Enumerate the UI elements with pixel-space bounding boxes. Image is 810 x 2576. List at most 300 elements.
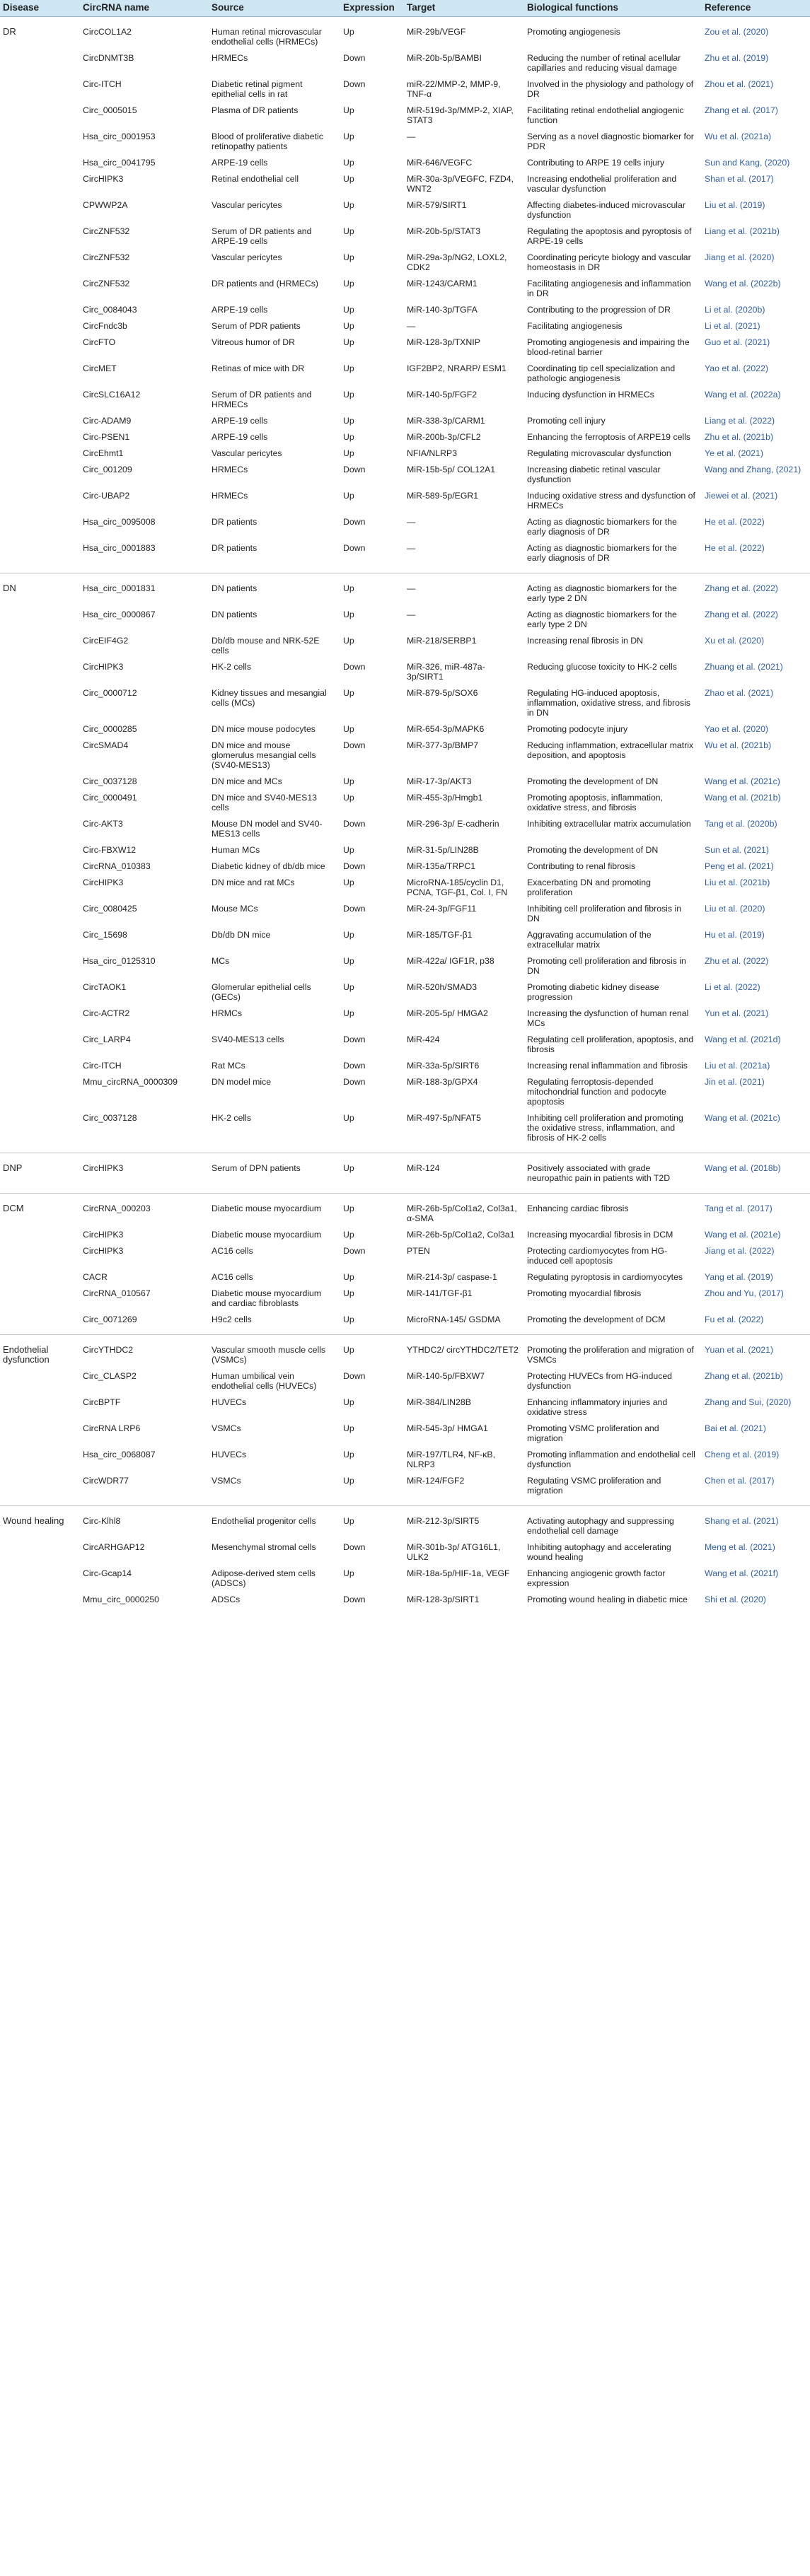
target-cell: MicroRNA-185/cyclin D1, PCNA, TGF-β1, Col. I, FN [407,878,508,897]
table-row [0,843,810,859]
circrna-name-cell: CircSLC16A12 [83,390,141,400]
table-row [0,172,810,198]
expression-cell: Up [343,956,354,966]
source-cell: Endothelial progenitor cells [209,1506,340,1541]
reference-cell[interactable]: Wang et al. (2018b) [702,1153,810,1194]
source-cell: Rat MCs [212,1061,245,1071]
source-cell: ADSCs [212,1595,241,1604]
target-cell: — [407,321,416,331]
expression-cell: Down [343,79,366,89]
reference-cell[interactable]: Zhu et al. (2021b) [705,432,774,442]
source-cell: DN mice and SV40-MES13 cells [212,793,317,812]
source-cell: HRMECs [212,491,248,501]
reference-cell[interactable]: Yang et al. (2019) [705,1272,773,1282]
biological-functions-cell: Contributing to renal fibrosis [527,861,636,871]
biological-functions-cell: Coordinating pericyte biology and vascular homeostasis in DR [527,252,691,272]
table-row [0,1075,810,1111]
table-row [0,1194,810,1228]
source-cell: Vascular pericytes [212,200,282,210]
reference-cell[interactable]: Zou et al. (2020) [702,17,810,52]
reference-cell[interactable]: Zhang et al. (2017) [705,105,778,115]
biological-functions-cell: Acting as diagnostic biomarkers for the early diagnosis of DR [527,543,677,563]
disease-cell [0,1006,80,1032]
biological-functions-cell: Enhancing inflammatory injuries and oxidative stress [527,1397,668,1417]
reference-cell[interactable]: Zhu et al. (2019) [705,53,769,63]
target-cell: miR-22/MMP-2, MMP-9, TNF-α [407,79,501,99]
reference-cell[interactable]: Xu et al. (2020) [705,636,765,646]
reference-cell[interactable]: Tang et al. (2017) [702,1194,810,1228]
disease-cell [0,462,80,489]
table-row [0,634,810,660]
reference-cell[interactable]: Shi et al. (2020) [705,1595,766,1604]
reference-cell[interactable]: Shang et al. (2021) [702,1506,810,1541]
reference-cell[interactable]: Yun et al. (2021) [705,1008,769,1018]
disease-cell [0,250,80,276]
source-cell: DR patients [212,543,258,553]
circrna-name-cell: Hsa_circ_0068087 [83,1450,156,1459]
table-row [0,1312,810,1335]
disease-cell [0,1369,80,1395]
circrna-name-cell: CircHIPK3 [80,1153,209,1194]
table-row [0,859,810,875]
biological-functions-cell: Acting as diagnostic biomarkers for the early diagnosis of DR [527,517,677,537]
reference-cell[interactable]: Jiang et al. (2020) [705,252,775,262]
circrna-name-cell: Hsa_circ_0001883 [83,543,156,553]
reference-cell[interactable]: Jiang et al. (2022) [705,1246,775,1256]
circrna-name-cell: CircSMAD4 [83,740,129,750]
target-cell: MiR-18a-5p/HIF-1a, VEGF [407,1568,510,1578]
disease-cell [0,1474,80,1506]
biological-functions-cell: Enhancing the ferroptosis of ARPE19 cells [527,432,691,442]
expression-cell: Up [343,321,354,331]
reference-cell[interactable]: Jin et al. (2021) [705,1077,765,1087]
reference-cell[interactable]: Liu et al. (2019) [705,200,765,210]
expression-cell: Up [343,845,354,855]
reference-cell[interactable]: Liang et al. (2021b) [705,226,780,236]
source-cell: SV40-MES13 cells [212,1035,284,1044]
source-cell: Blood of proliferative diabetic retinopathy patients [212,132,323,151]
table-row [0,1059,810,1075]
source-cell: Diabetic mouse myocardium [212,1230,322,1240]
source-cell: ARPE-19 cells [212,416,268,426]
biological-functions-cell: Promoting the development of DN [527,776,659,786]
circrna-name-cell: Hsa_circ_0095008 [83,517,156,527]
expression-cell: Down [343,465,366,474]
reference-cell[interactable]: Wu et al. (2021b) [705,740,772,750]
target-cell: PTEN [407,1246,430,1256]
header-circrna-name: CircRNA name [80,0,209,17]
target-cell: MiR-384/LIN28B [407,1397,471,1407]
circrna-name-cell: Circ_001209 [83,465,132,474]
expression-cell: Up [343,279,354,289]
target-cell: MiR-879-5p/SOX6 [407,688,478,698]
target-cell: MiR-140-5p/FBXW7 [407,1371,485,1381]
reference-cell[interactable]: Peng et al. (2021) [705,861,774,871]
target-cell: MiR-589-5p/EGR1 [407,491,479,501]
expression-cell: Up [343,776,354,786]
expression-cell: Up [343,1230,354,1240]
reference-cell[interactable]: Liu et al. (2021a) [705,1061,770,1071]
source-cell: DN mice mouse podocytes [212,724,316,734]
biological-functions-cell: Promoting podocyte injury [527,724,628,734]
expression-cell: Down [343,1595,366,1604]
biological-functions-cell: Promoting angiogenesis and impairing the blood-retinal barrier [527,337,690,357]
reference-cell[interactable]: Li et al. (2020b) [705,305,765,315]
disease-cell [0,817,80,843]
circrna-name-cell: Hsa_circ_0001831 [80,573,209,608]
table-row [0,1540,810,1566]
source-cell: Db/db mouse and NRK-52E cells [212,636,320,655]
target-cell: MiR-29b/VEGF [404,17,524,52]
disease-cell [0,722,80,738]
table-row [0,414,810,430]
reference-cell[interactable]: Sun and Kang, (2020) [705,158,790,168]
biological-functions-cell: Inhibiting extracellular matrix accumulation [527,819,691,829]
reference-cell[interactable]: Tang et al. (2020b) [705,819,777,829]
table-row [0,686,810,722]
reference-cell[interactable]: Zhou and Yu, (2017) [705,1288,784,1298]
target-cell: MiR-646/VEGFC [407,158,473,168]
expression-cell: Down [343,904,366,914]
source-cell: Mouse DN model and SV40-MES13 cells [212,819,323,839]
target-cell: — [404,573,524,608]
reference-cell[interactable]: Wang et al. (2021c) [705,1113,780,1123]
expression-cell: Up [343,363,354,373]
disease-cell [0,1059,80,1075]
expression-cell: Down [343,543,366,553]
source-cell: Adipose-derived stem cells (ADSCs) [212,1568,316,1588]
table-row [0,1335,810,1370]
source-cell: AC16 cells [212,1272,253,1282]
table-row [0,515,810,541]
expression-cell: Up [343,793,354,803]
reference-cell[interactable]: Wang et al. (2021e) [705,1230,781,1240]
table-row [0,156,810,172]
expression-cell: Up [343,1272,354,1282]
table-row [0,319,810,335]
reference-cell[interactable]: Yao et al. (2022) [705,363,769,373]
disease-cell [0,1111,80,1153]
biological-functions-cell: Contributing to ARPE 19 cells injury [527,158,665,168]
biological-functions-cell: Inhibiting cell proliferation and fibrosis in DN [527,904,682,923]
disease-cell [0,902,80,928]
circrna-name-cell: Circ-Gcap14 [83,1568,132,1578]
target-cell: MiR-214-3p/ caspase-1 [407,1272,497,1282]
circrna-name-cell: Hsa_circ_0125310 [83,956,156,966]
biological-functions-cell: Facilitating retinal endothelial angiogenic function [527,105,684,125]
table-row [0,875,810,902]
reference-cell[interactable]: Liu et al. (2020) [705,904,765,914]
reference-cell[interactable]: Zhang and Sui, (2020) [705,1397,792,1407]
source-cell: Mesenchymal stromal cells [212,1542,316,1552]
table-row [0,1111,810,1153]
target-cell: — [407,610,416,619]
table-row [0,489,810,515]
target-cell: — [407,543,416,553]
disease-cell [0,446,80,462]
disease-cell [0,1566,80,1592]
circrna-name-cell: Mmu_circ_0000250 [83,1595,160,1604]
disease-cell [0,335,80,361]
reference-cell[interactable]: Li et al. (2021) [705,321,760,331]
source-cell: HRMCs [212,1008,243,1018]
biological-functions-cell: Exacerbating DN and promoting proliferation [527,878,651,897]
reference-cell[interactable]: Zhang et al. (2022) [702,573,810,608]
expression-cell: Up [343,1008,354,1018]
reference-cell[interactable]: Wang and Zhang, (2021) [705,465,802,474]
biological-functions-cell: Inducing oxidative stress and dysfunction of HRMECs [527,491,695,511]
table-row [0,1395,810,1421]
source-cell: Serum of DR patients and ARPE-19 cells [212,226,312,246]
reference-cell[interactable]: Yuan et al. (2021) [702,1335,810,1370]
target-cell: MiR-15b-5p/ COL12A1 [407,465,496,474]
circrna-name-cell: Circ_0000491 [83,793,137,803]
target-cell: MiR-188-3p/GPX4 [407,1077,478,1087]
expression-cell: Up [343,174,354,184]
biological-functions-cell: Regulating VSMC proliferation and migration [527,1476,661,1496]
disease-cell [0,634,80,660]
reference-cell[interactable]: Wang et al. (2021d) [705,1035,781,1044]
source-cell: DN mice and rat MCs [212,878,295,887]
target-cell: MiR-338-3p/CARM1 [407,416,485,426]
expression-cell: Down [343,1246,366,1256]
disease-cell [0,198,80,224]
reference-cell[interactable]: Liu et al. (2021b) [705,878,770,887]
reference-cell[interactable]: Shan et al. (2017) [705,174,774,184]
target-cell: MiR-218/SERBP1 [407,636,477,646]
disease-cell [0,686,80,722]
header-row [0,0,810,17]
reference-cell[interactable]: Wang et al. (2021f) [705,1568,779,1578]
reference-cell[interactable]: Zhang et al. (2021b) [705,1371,783,1381]
expression-cell: Up [343,1288,354,1298]
target-cell: — [407,132,416,141]
biological-functions-cell: Promoting apoptosis, inflammation, oxidative stress, and fibrosis [527,793,664,812]
disease-cell: DCM [0,1194,80,1228]
circrna-name-cell: Circ-AKT3 [83,819,123,829]
expression-cell: Down [343,740,366,750]
reference-cell[interactable]: Yao et al. (2020) [705,724,769,734]
biological-functions-cell: Increasing renal inflammation and fibrosis [527,1061,688,1071]
biological-functions-cell: Regulating ferroptosis-depended mitochondrial function and podocyte apoptosis [527,1077,666,1107]
expression-cell: Up [343,930,354,940]
reference-cell[interactable]: Fu et al. (2022) [705,1315,764,1324]
biological-functions-cell: Activating autophagy and suppressing endothelial cell damage [524,1506,702,1541]
reference-cell[interactable]: He et al. (2022) [705,517,765,527]
circrna-name-cell: CircEIF4G2 [83,636,129,646]
target-cell: MiR-141/TGF-β1 [407,1288,473,1298]
table-row [0,722,810,738]
table-row [0,430,810,446]
expression-cell: Down [343,1542,366,1552]
biological-functions-cell: Facilitating angiogenesis and inflammation in DR [527,279,691,298]
source-cell: VSMCs [212,1476,241,1486]
reference-cell[interactable]: Wang et al. (2021c) [705,776,780,786]
expression-cell: Up [343,132,354,141]
expression-cell: Down [343,819,366,829]
source-cell: Human umbilical vein endothelial cells (HUVECs) [212,1371,317,1391]
source-cell: Vascular smooth muscle cells (VSMCs) [209,1335,340,1370]
source-cell: Vascular pericytes [212,448,282,458]
source-cell: Db/db DN mice [212,930,271,940]
biological-functions-cell: Promoting the proliferation and migration of VSMCs [524,1335,702,1370]
circrna-name-cell: Mmu_circRNA_0000309 [83,1077,178,1087]
expression-cell: Up [343,1113,354,1123]
reference-cell[interactable]: Zhao et al. (2021) [705,688,774,698]
target-cell: MiR-654-3p/MAPK6 [407,724,485,734]
reference-cell[interactable]: He et al. (2022) [705,543,765,553]
target-cell: MiR-185/TGF-β1 [407,930,473,940]
source-cell: Vitreous humor of DR [212,337,296,347]
expression-cell: Up [343,390,354,400]
target-cell: MiR-124 [404,1153,524,1194]
source-cell: Diabetic retinal pigment epithelial cells in rat [212,79,303,99]
target-cell: MiR-135a/TRPC1 [407,861,476,871]
source-cell: Diabetic mouse myocardium [209,1194,340,1228]
reference-cell[interactable]: Ye et al. (2021) [705,448,763,458]
disease-cell [0,172,80,198]
biological-functions-cell: Acting as diagnostic biomarkers for the early type 2 DN [527,610,677,629]
target-cell: IGF2BP2, NRARP/ ESM1 [407,363,507,373]
reference-cell[interactable]: Zhuang et al. (2021) [705,662,783,672]
reference-cell[interactable]: Cheng et al. (2019) [705,1450,780,1459]
table-row [0,1228,810,1244]
source-cell: HUVECs [212,1397,247,1407]
reference-cell[interactable]: Wu et al. (2021a) [705,132,772,141]
source-cell: VSMCs [212,1423,241,1433]
circrna-name-cell: CircHIPK3 [83,1246,124,1256]
target-cell: MiR-579/SIRT1 [407,200,467,210]
target-cell: YTHDC2/ circYTHDC2/TET2 [404,1335,524,1370]
source-cell: Retinas of mice with DR [212,363,305,373]
biological-functions-cell: Promoting diabetic kidney disease progression [527,982,659,1002]
biological-functions-cell: Regulating microvascular dysfunction [527,448,671,458]
circrna-name-cell: Circ_0080425 [83,904,137,914]
table-row [0,1153,810,1194]
circrna-name-cell: Circ_0037128 [83,776,137,786]
disease-cell [0,1244,80,1270]
disease-cell [0,515,80,541]
reference-cell[interactable]: Guo et al. (2021) [705,337,770,347]
disease-cell [0,774,80,791]
disease-cell [0,414,80,430]
expression-cell: Down [343,662,366,672]
circrna-name-cell: CircZNF532 [83,226,130,236]
table-row [0,660,810,686]
circrna-name-cell: Circ_0005015 [83,105,137,115]
reference-cell[interactable]: Zhu et al. (2022) [705,956,769,966]
header-reference: Reference [702,0,810,17]
circrna-name-cell: Circ_0000712 [83,688,137,698]
source-cell: Vascular pericytes [212,252,282,262]
disease-cell [0,51,80,77]
source-cell: ARPE-19 cells [212,305,268,315]
source-cell: HRMECs [212,465,248,474]
biological-functions-cell: Coordinating tip cell specialization and pathologic angiogenesis [527,363,676,383]
table-row [0,250,810,276]
source-cell: Retinal endothelial cell [212,174,299,184]
circrna-name-cell: Circ-FBXW12 [83,845,137,855]
target-cell: MiR-140-3p/TGFA [407,305,478,315]
expression-cell: Up [343,1315,354,1324]
reference-cell[interactable]: Wang et al. (2022a) [705,390,781,400]
biological-functions-cell: Regulating HG-induced apoptosis, inflammation, oxidative stress, and fibrosis in DN [527,688,691,718]
expression-cell: Up [343,878,354,887]
biological-functions-cell: Inducing dysfunction in HRMECs [527,390,654,400]
target-cell: MiR-128-3p/TXNIP [407,337,480,347]
expression-cell: Up [340,17,404,52]
source-cell: MCs [212,956,230,966]
expression-cell: Up [340,1153,404,1194]
target-cell: MiR-455-3p/Hmgb1 [407,793,483,803]
biological-functions-cell: Promoting inflammation and endothelial cell dysfunction [527,1450,695,1469]
table-row [0,51,810,77]
biological-functions-cell: Increasing renal fibrosis in DN [527,636,644,646]
expression-cell: Up [343,1423,354,1433]
reference-cell[interactable]: Hu et al. (2019) [705,930,765,940]
table-row [0,817,810,843]
biological-functions-cell: Reducing glucose toxicity to HK-2 cells [527,662,677,672]
biological-functions-cell: Regulating the apoptosis and pyroptosis of ARPE-19 cells [527,226,692,246]
source-cell: ARPE-19 cells [212,158,268,168]
disease-cell [0,791,80,817]
expression-cell: Down [343,1061,366,1071]
table-row [0,1592,810,1614]
biological-functions-cell: Involved in the physiology and pathology of DR [527,79,694,99]
disease-cell: DNP [0,1153,80,1194]
source-cell: Mouse MCs [212,904,258,914]
reference-cell[interactable]: Chen et al. (2017) [705,1476,775,1486]
reference-cell[interactable]: Zhang et al. (2022) [705,610,778,619]
target-cell: MiR-205-5p/ HMGA2 [407,1008,488,1018]
reference-cell[interactable]: Li et al. (2022) [705,982,760,992]
circrna-name-cell: Circ-ITCH [83,79,122,89]
source-cell: Glomerular epithelial cells (GECs) [212,982,311,1002]
expression-cell: Up [340,573,404,608]
reference-cell[interactable]: Bai et al. (2021) [705,1423,766,1433]
table-row [0,980,810,1006]
circrna-name-cell: CircRNA_000203 [80,1194,209,1228]
circrna-name-cell: Circ_0037128 [83,1113,137,1123]
disease-cell [0,954,80,980]
table-row [0,774,810,791]
reference-cell[interactable]: Meng et al. (2021) [705,1542,775,1552]
disease-cell [0,1286,80,1312]
expression-cell: Down [343,1077,366,1087]
circrna-name-cell: CircMET [83,363,117,373]
table-row [0,1447,810,1474]
disease-cell [0,276,80,303]
reference-cell[interactable]: Wang et al. (2022b) [705,279,781,289]
circrna-name-cell: Circ_0084043 [83,305,137,315]
reference-cell[interactable]: Liang et al. (2022) [705,416,775,426]
reference-cell[interactable]: Jiewei et al. (2021) [705,491,778,501]
target-cell: NFIA/NLRP3 [407,448,458,458]
expression-cell: Up [343,1397,354,1407]
reference-cell[interactable]: Wang et al. (2021b) [705,793,781,803]
disease-cell [0,1312,80,1335]
reference-cell[interactable]: Zhou et al. (2021) [705,79,774,89]
biological-functions-cell: Promoting myocardial fibrosis [527,1288,642,1298]
disease-cell [0,156,80,172]
expression-cell: Up [343,226,354,236]
target-cell: MiR-520h/SMAD3 [407,982,478,992]
biological-functions-cell: Reducing the number of retinal acellular capillaries and reducing visual damage [527,53,681,73]
target-cell: MiR-296-3p/ E-cadherin [407,819,499,829]
table-row [0,1006,810,1032]
target-cell: MiR-30a-3p/VEGFC, FZD4, WNT2 [407,174,514,194]
reference-cell[interactable]: Sun et al. (2021) [705,845,769,855]
